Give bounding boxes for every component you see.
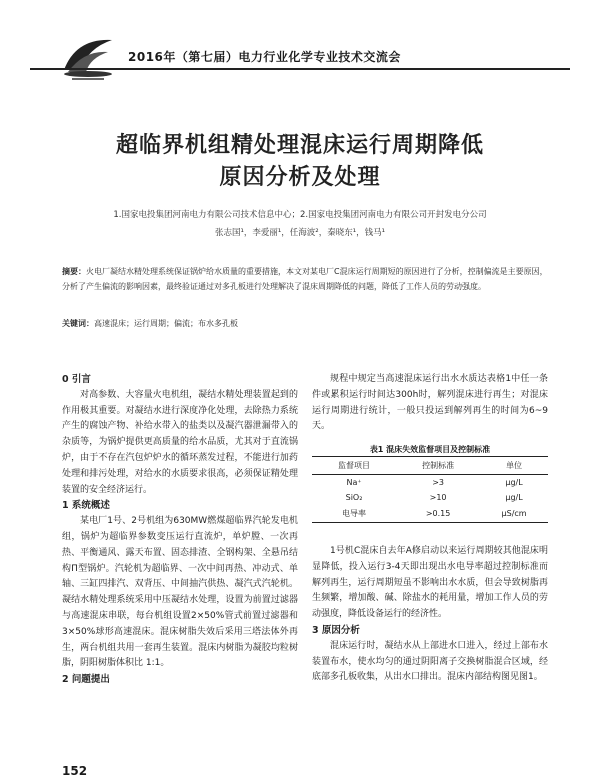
keywords-text: 高速混床；运行周期；偏流；布水多孔板	[94, 319, 238, 328]
authors: 张志国¹，李爱丽¹，任海波²，秦晓东¹，钱马¹	[214, 228, 386, 238]
table-header-cell: 控制标准	[422, 461, 455, 470]
table-row	[312, 490, 548, 505]
table-row	[312, 475, 548, 491]
abstract-label: 摘要：	[62, 267, 86, 276]
section-3-heading: 3 原因分析	[312, 624, 360, 636]
table-row	[312, 505, 548, 523]
system-overview-paragraph: 某电厂1号、2号机组为630MW燃煤超临界汽轮发电机组，锅炉为超临界参数变压运行直流炉，单炉膛、一次再热、平衡通风、露天布置、固态排渣、全钢构架、全悬吊结构Π型锅炉。汽轮机为超临界、一次中间再热、冲动式、单轴、三缸四排汽、双背压、中间抽汽供热、凝汽式汽轮机。凝结水精处理系统采用中压凝结水处理，设置为前置过滤器与高速混床串联，每台机组设置2×50%管式前置过滤器和3×50%球形高速混床。混床树脂失效后采用三塔法体外再生，两台机组共用一套再生装置。混床内树脂为凝胶均粒树脂，阴阳树脂体积比 1:1。	[62, 516, 298, 669]
table-header-row	[312, 457, 548, 475]
table-cell: Na⁺	[346, 478, 362, 487]
header-rule	[30, 68, 570, 70]
table-cell: SiO₂	[345, 493, 363, 502]
regulation-paragraph: 规程中规定当高速混床运行出水水质达表格1中任一条件或累积运行时间达300h时，解列混床进行再生；对混床运行周期进行统计，一般只投运到解列再生的时间为6~9天。	[312, 374, 548, 432]
conference-logo	[58, 30, 118, 82]
right-column-bottom	[312, 544, 548, 686]
keywords	[62, 318, 548, 329]
page-number: 152	[62, 764, 88, 778]
cause-analysis-paragraph: 混床运行时，凝结水从上部进水口进入，经过上部布水装置布水，使水均匀的通过阴阳离子交换树脂混合区域，经底部多孔板收集，从出水口排出。混床内部结构图见图1。	[312, 640, 548, 683]
section-2-heading: 2 问题提出	[62, 674, 110, 686]
table-header-cell: 监督项目	[338, 461, 371, 470]
affiliation: 1.国家电投集团河南电力有限公司技术信息中心；2.国家电投集团河南电力有限公司开封发电分公司	[113, 210, 487, 220]
paper-title-line2: 原因分析及处理	[219, 164, 381, 190]
c-bed-paragraph: 1号机C混床自去年A修启动以来运行周期较其他混床明显降低，投入运行3-4天即出现出水电导率超过控制标准而解列再生，运行周期短虽不影响出水水质，但会导致树脂再生频繁，增加酸、碱、除盐水的耗用量，增加工作人员的劳动强度，降低设备运行的经济性。	[312, 546, 548, 620]
abstract	[62, 264, 548, 294]
table-1	[312, 456, 548, 523]
table-header-cell: 单位	[506, 461, 523, 470]
conference-title: 2016年（第七届）电力行业化学专业技术交流会	[128, 50, 401, 64]
table-cell: 电导率	[342, 509, 367, 518]
table-cell: >10	[429, 493, 447, 502]
table-cell: μg/L	[505, 478, 523, 487]
abstract-text: 火电厂凝结水精处理系统保证锅炉给水质量的重要措施，本文对某电厂C混床运行周期短的原因进行了分析，控制偏流是主要原因，分析了产生偏流的影响因素，最终验证通过对多孔板进行处理解决了混床周期降低的问题，降低了工作人员的劳动强度。	[62, 267, 548, 291]
section-1-heading: 1 系统概述	[62, 500, 110, 512]
table-1-title: 表1 混床失效监督项目及控制标准	[369, 445, 491, 454]
table-cell: >3	[432, 478, 444, 487]
left-column	[62, 372, 298, 688]
table-cell: >0.15	[425, 509, 451, 518]
intro-paragraph: 对高参数、大容量火电机组，凝结水精处理装置起到的作用极其重要。对凝结水进行深度净化处理，去除热力系统产生的腐蚀产物、补给水带入的盐类以及凝汽器泄漏带入的杂质等，为锅炉提供更高质量的给水品质，尤其对于直流锅炉，由于不存在汽包炉炉水的循环蒸发过程，不能进行加药处理和排污处理，对给水的水质要求很高，必须保证精处理装置的安全经济运行。	[62, 389, 298, 495]
table-cell: μg/L	[505, 493, 523, 502]
keywords-label: 关键词：	[62, 319, 94, 328]
section-0-heading: 0 引言	[62, 374, 91, 385]
paper-title-line1: 超临界机组精处理混床运行周期降低	[115, 132, 484, 158]
table-cell: μS/cm	[501, 509, 527, 518]
right-column-top	[312, 372, 548, 435]
